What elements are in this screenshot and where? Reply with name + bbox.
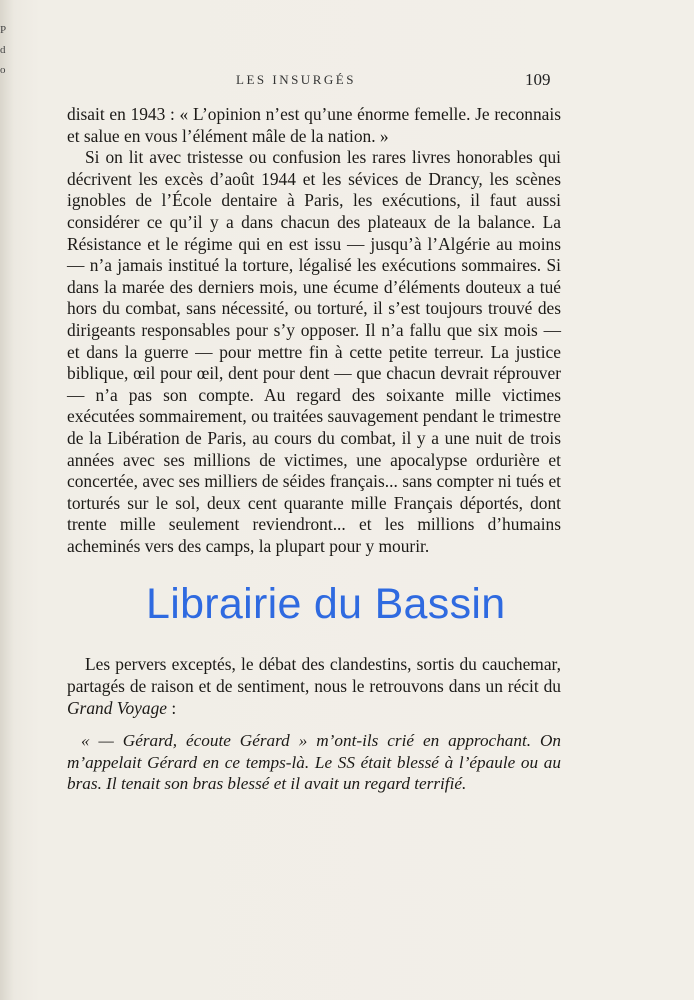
paragraph-2: Si on lit avec tristesse ou confusion les rares livres honorables qui décrivent les excès d’août 1944 et les sévices de Drancy, les scènes ignobles de l’École dentaire à Paris, les exécutions, il faut aussi considérer ce qu’il y a dans chacun des plateaux de la balance. La Résistance et le régime qui en est issu — jusqu’à l’Algérie au moins — n’a jamais institué la torture, légalisé les exécutions sommaires. Si dans la marée des derniers mois, une écume d’éléments douteux a tué hors du combat, sans nécessité, ou torturé, il s’est toujours trouvé des dirigeants responsables pour s’y opposer. Il n’a fallu que six mois — et dans la guerre — pour mettre fin à cette petite terreur. La justice biblique, œil pour œil, dent pour dent — que chacun devrait réprouver — n’a pas son compte. Au regard des soixante mille victimes exécutées sommairement, ou traitées sauvagement pendant le trimestre de la Libération de Paris, au cours du combat, il y a une nuit de trois années avec ses millions de victimes, une apocalypse ordurière et concertée, avec ses milliers de séides français... sans compter ni tués et torturés sur le sol, deux cent quarante mille Français déportés, dont trente mille seulement reviendront... et les millions d’humains acheminés vers des camps, la plupart pour y mourir.: [67, 147, 561, 556]
page-header: [0, 70, 694, 94]
page-number: 109: [525, 70, 551, 89]
watermark-text: Librairie du Bassin: [146, 580, 506, 628]
paragraph-1: disait en 1943 : « L’opinion n’est qu’une énorme femelle. Je reconnais et salue en vous l’élément mâle de la nation. »: [67, 104, 561, 146]
edge-mark: P: [0, 24, 7, 36]
body-text: [67, 104, 561, 795]
book-title: Grand Voyage: [67, 697, 167, 718]
edge-mark: d: [0, 44, 6, 56]
block-quote: « — Gérard, écoute Gérard » m’ont-ils crié en approchant. On m’appelait Gérard en ce temps-là. Le SS était blessé à l’épaule ou au bras. Il tenait son bras blessé et il avait un regard terrifié.: [67, 731, 561, 794]
edge-mark: o: [0, 64, 6, 76]
paragraph-3: Les pervers exceptés, le débat des clandestins, sortis du cauchemar, partagés de raison et de sentiment, nous le retrouvons dans un récit du Grand Voyage :: [67, 654, 561, 718]
running-head: LES INSURGÉS: [236, 72, 356, 87]
